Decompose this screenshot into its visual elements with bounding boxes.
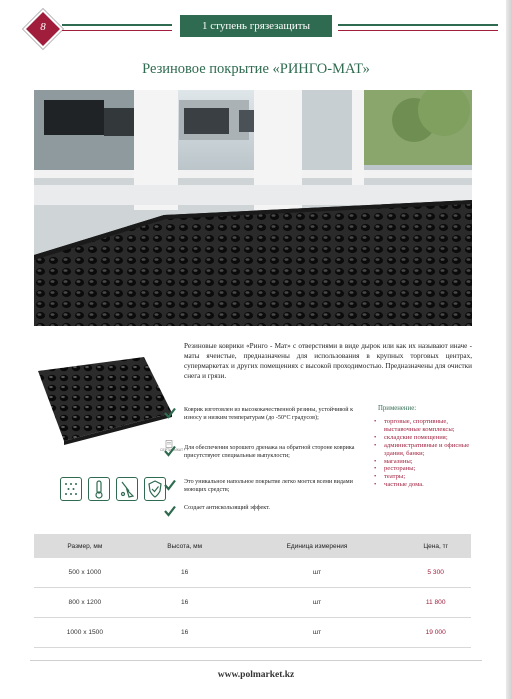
price-cell: 19 000 [400, 618, 471, 648]
feature-item: Это уникальное напольное покрытие легко моется всеми видами моющих средств; [184, 479, 362, 494]
checkmark-icon [164, 445, 176, 457]
list-item: • магазины; [374, 457, 413, 465]
unit-cell: шт [234, 588, 401, 618]
list-item: • театры; [374, 473, 406, 481]
column-header-unit: Единица измерения [234, 534, 401, 558]
page-title: Резиновое покрытие «РИНГО-МАТ» [142, 61, 370, 77]
applications-title: Применение: [378, 405, 417, 412]
feature-item: Коврик изготовлен из высококачественной резины, устойчивой к износу и низким температурам (до -50°С градусов); [184, 407, 362, 422]
header-rule [62, 24, 172, 26]
mat-thumbnail [34, 353, 174, 445]
feature-item: Для обеспечения хорошего дренажа на обратной стороне коврика присутствуют специальные выпуклости; [184, 445, 362, 460]
feature-item: Создает антискользящий эффект. [184, 505, 362, 513]
header-rule [338, 30, 498, 31]
size-cell: 800 х 1200 [34, 588, 136, 618]
list-item: • складские помещения; [374, 433, 448, 441]
price-cell: 11 800 [400, 588, 471, 618]
table-row [34, 558, 471, 588]
unit-cell: шт [234, 558, 401, 588]
height-cell: 16 [136, 588, 234, 618]
page-number: 8 [40, 21, 46, 33]
section-label: 1 ступень грязезащиты [180, 15, 332, 37]
list-item: • рестораны; [374, 465, 416, 473]
feature-icons [60, 477, 170, 501]
cleaning-icon [116, 477, 138, 501]
website-link[interactable]: www.polmarket.kz [217, 670, 295, 680]
column-header-size: Размер, мм [34, 534, 136, 558]
entrance-mat-photo [34, 90, 472, 326]
column-header-price: Цена, тг [400, 534, 471, 558]
list-item: • частные дома. [374, 481, 424, 489]
header-rule [338, 24, 498, 26]
height-cell: 16 [136, 618, 234, 648]
footer-rule [30, 660, 482, 661]
anti-slip-icon [60, 477, 82, 501]
checkmark-icon [164, 505, 176, 517]
product-description: Резиновые коврики «Ринго - Мат» с отверстиями в виде дырок или как их называют иначе - маты ячеистые, предназначены для использования в крупных торговых центрах, супермаркетах и других помещениях с высокой проходимостью. Предназначены для очистки снега и грязи. [184, 342, 472, 380]
checkmark-icon [164, 407, 176, 419]
safety-shield-icon [144, 477, 166, 501]
certificate-label: СЕРТИФИКАТ [160, 448, 184, 452]
page-edge [506, 0, 512, 699]
size-cell: 500 х 1000 [34, 558, 136, 588]
page-number-badge [28, 14, 58, 44]
unit-cell: шт [234, 618, 401, 648]
table-header-row [34, 534, 471, 558]
size-cell: 1000 х 1500 [34, 618, 136, 648]
height-cell: 16 [136, 558, 234, 588]
table-row [34, 618, 471, 648]
checkmark-icon [164, 479, 176, 491]
table-row [34, 588, 471, 618]
header-rule [62, 30, 172, 31]
price-table [34, 534, 471, 648]
applications-list [372, 418, 482, 489]
list-item: • торговые, спортивные, выставочные комплексы; [374, 418, 455, 433]
frost-resistance-icon [88, 477, 110, 501]
column-header-height: Высота, мм [136, 534, 234, 558]
list-item: • административные и офисные здания, банки; [374, 441, 470, 457]
price-cell: 5 300 [400, 558, 471, 588]
